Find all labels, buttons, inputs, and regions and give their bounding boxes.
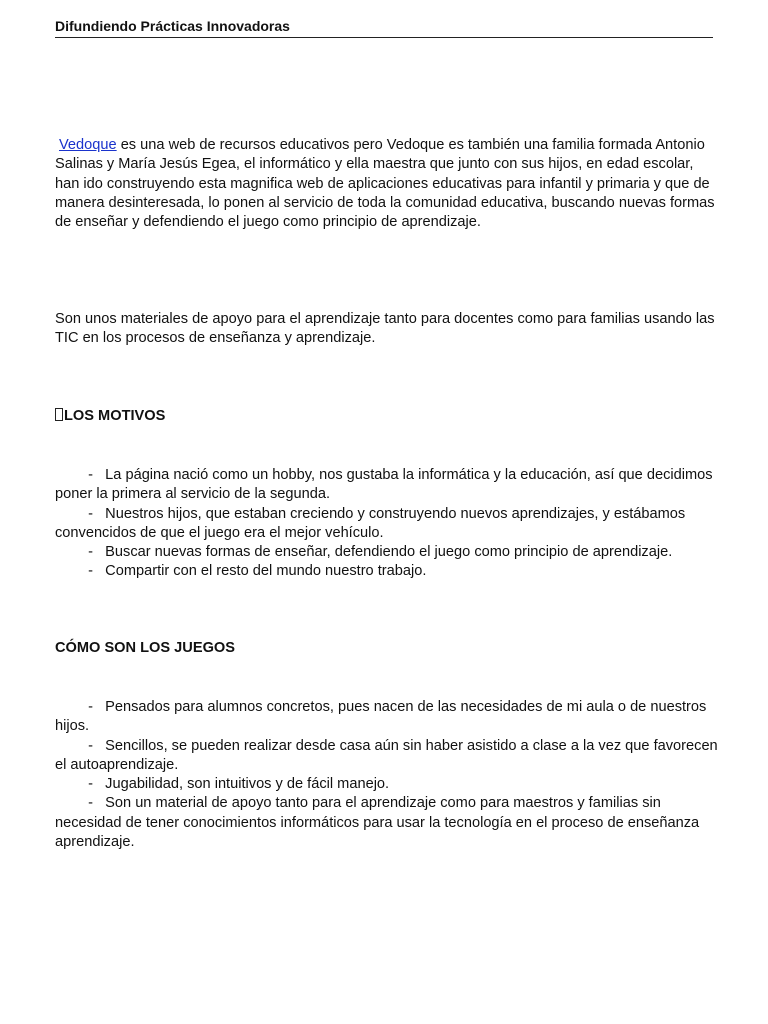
list-item-text: Buscar nuevas formas de enseñar, defendiendo el juego como principio de aprendizaje.	[105, 544, 673, 561]
juegos-heading: CÓMO SON LOS JUEGOS	[55, 640, 236, 656]
materials-paragraph: Son unos materiales de apoyo para el aprendizaje tanto para docentes como para familias usando las TIC en los procesos de enseñanza y aprendizaje.	[55, 311, 715, 347]
list-bullet: -	[88, 776, 93, 793]
list-item-text: Sencillos, se pueden realizar desde casa aún sin haber asistido a clase a la vez que favorecen el autoaprendizaje.	[55, 737, 718, 773]
list-bullet: -	[88, 467, 93, 483]
list-item	[55, 505, 720, 544]
list-bullet: -	[88, 737, 93, 754]
list-item-text: Nuestros hijos, que estaban creciendo y construyendo nuevos aprendizajes, y estábamos convencidos de que el juego era el mejor vehículo.	[55, 505, 686, 541]
list-item	[55, 543, 720, 562]
list-item-text: La página nació como un hobby, nos gustaba la informática y la educación, así que decidimos poner la primera al servicio de la segunda.	[55, 467, 713, 503]
motivos-heading-text: LOS MOTIVOS	[64, 408, 166, 424]
vedoque-link[interactable]: Vedoque	[59, 137, 117, 153]
motivos-list	[55, 466, 720, 582]
list-item	[55, 794, 720, 852]
list-bullet: -	[88, 563, 93, 580]
list-item-text: Compartir con el resto del mundo nuestro trabajo.	[105, 563, 427, 580]
list-bullet: -	[88, 795, 93, 812]
intro-text: es una web de recursos educativos pero Vedoque es también una familia formada Antonio Salinas y María Jesús Egea, el informático y ella maestra que junto con sus hijos, en edad escolar, han ido construyendo esta magnifica web de aplicaciones educativas para infantil y primaria y que de manera desinteresada, lo ponen al servicio de toda la comunidad educativa, buscando nuevas formas de enseñar y defendiendo el juego como principio de aprendizaje.	[55, 137, 715, 231]
list-bullet: -	[88, 505, 93, 522]
list-item	[55, 737, 720, 776]
intro-paragraph	[55, 136, 720, 232]
list-item	[55, 562, 720, 581]
list-item-text: Son un material de apoyo tanto para el aprendizaje como para maestros y familias sin necesidad de tener conocimientos informáticos para usar la tecnología en el proceso de enseñanza aprendizaje.	[55, 795, 700, 851]
list-bullet: -	[88, 699, 93, 715]
page-header-title: Difundiendo Prácticas Innovadoras	[55, 17, 713, 38]
list-item	[55, 698, 720, 737]
juegos-list	[55, 698, 720, 852]
list-item-text: Jugabilidad, son intuitivos y de fácil manejo.	[105, 776, 390, 793]
motivos-heading	[55, 407, 165, 426]
list-item	[55, 775, 720, 794]
list-item	[55, 466, 720, 505]
list-bullet: -	[88, 544, 93, 561]
list-item-text: Pensados para alumnos concretos, pues nacen de las necesidades de mi aula o de nuestros hijos.	[55, 699, 707, 735]
missing-glyph-icon	[55, 408, 63, 421]
